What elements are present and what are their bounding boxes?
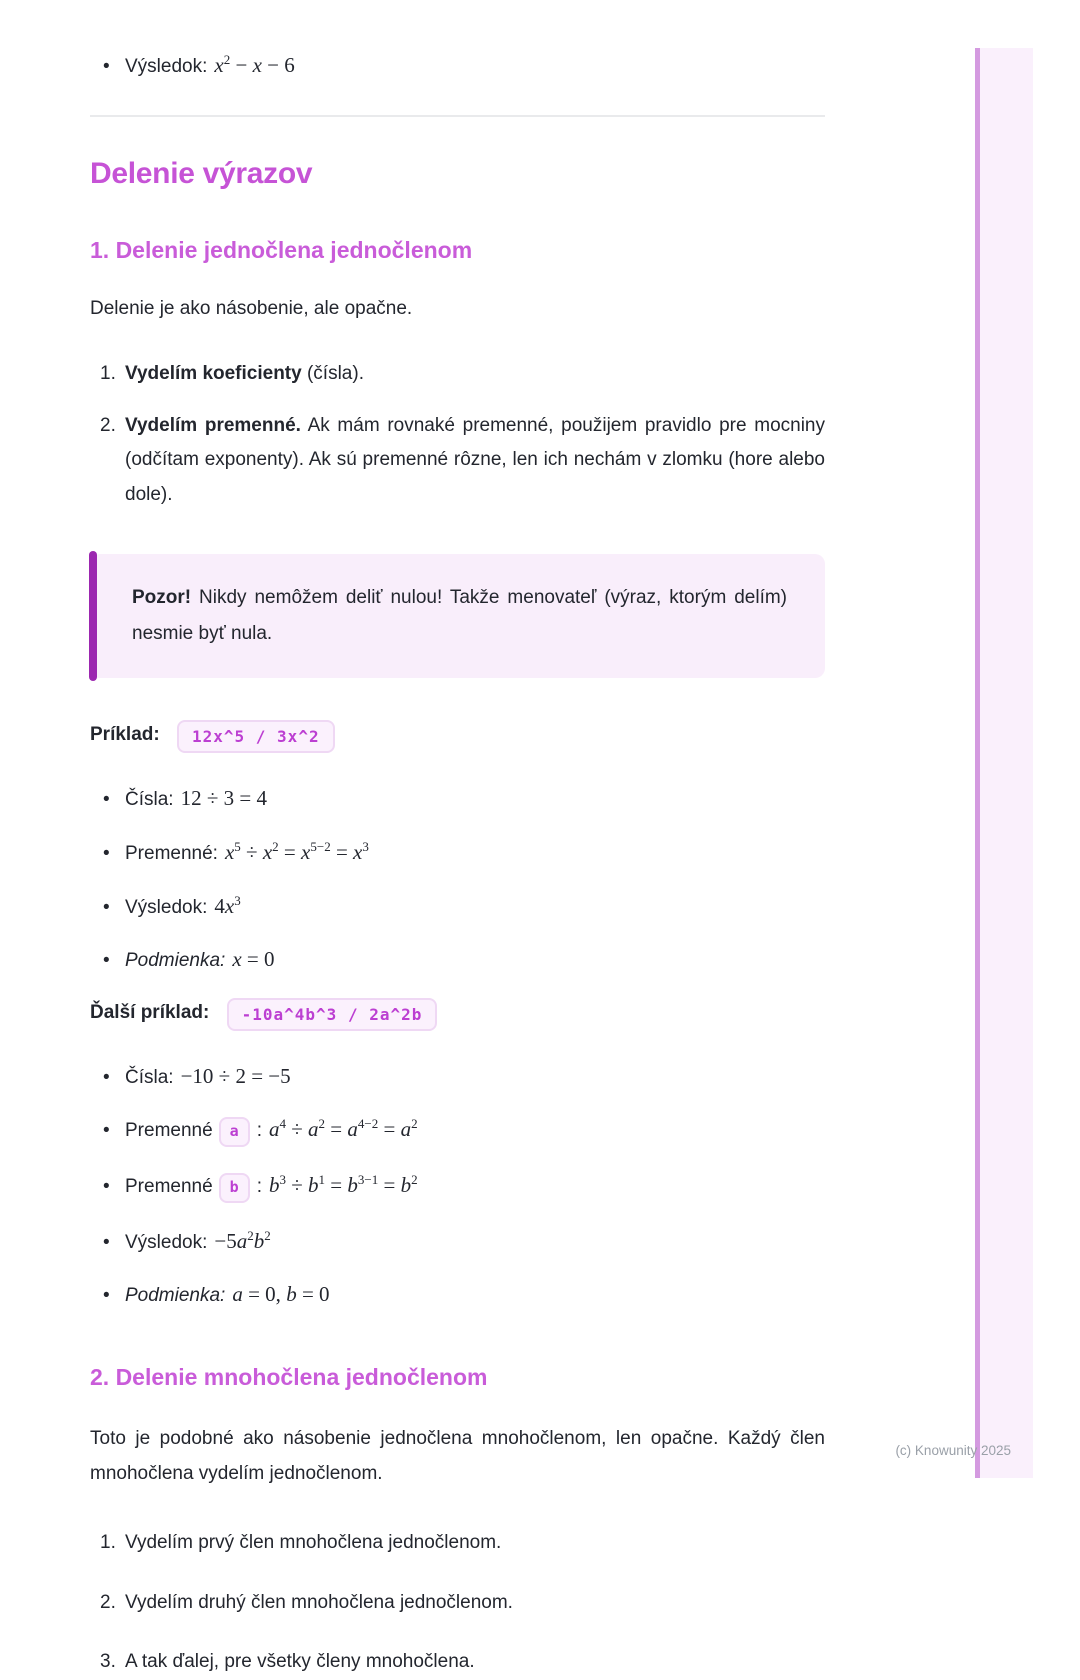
code-chip: 12x^5 / 3x^2 — [177, 720, 335, 753]
step-text — [125, 357, 825, 392]
list-item — [103, 891, 825, 922]
callout-body: Nikdy nemôžem deliť nulou! Takže menovateľ (výraz, ktorým delím) nesmie byť nula. — [132, 587, 787, 645]
callout-text — [132, 580, 787, 652]
variable-chip: a — [219, 1117, 250, 1147]
separator: : — [256, 1120, 262, 1142]
example-label: Príklad: — [90, 724, 160, 746]
example-1-row — [90, 720, 825, 753]
step-number: 1. — [100, 362, 116, 384]
example-label: Ďalší príklad: — [90, 1001, 210, 1023]
step-text — [125, 409, 825, 513]
step-number: 1. — [100, 1532, 116, 1554]
item-label: • Podmienka: — [125, 1285, 226, 1307]
section-divider — [90, 115, 825, 117]
intro-paragraph: Delenie je ako násobenie, ale opačne. — [90, 297, 413, 319]
item-label: • Čísla: — [125, 789, 174, 811]
result-math: $x^2 - x - 6$ — [214, 52, 295, 77]
item-math: −10 ÷ 2 = −5 — [180, 1063, 291, 1088]
intro-paragraph-2: Toto je podobné ako násobenie jednočlena mnohočlenom, len opačne. Každý člen mnohočlena vydelím jednočlenom. — [90, 1427, 825, 1485]
item-math: 12 ÷ 3 = 4 — [180, 786, 267, 811]
step-number: 2. — [100, 1591, 116, 1613]
example-2-row — [90, 998, 825, 1031]
step-number: 3. — [100, 1651, 116, 1673]
list-item — [100, 1526, 825, 1561]
item-math: $4x^3$ — [214, 892, 241, 918]
list-item — [103, 944, 825, 975]
polynomial-steps-list — [90, 1526, 825, 1680]
callout-title: Pozor! — [132, 587, 192, 609]
list-item — [103, 1061, 825, 1092]
list-item — [103, 1114, 825, 1147]
step-rest-text: (čísla). — [301, 362, 364, 384]
variable-chip: b — [219, 1173, 250, 1203]
division-steps-list — [90, 357, 825, 512]
list-item — [103, 50, 825, 81]
item-label: • Čísla: — [125, 1066, 174, 1088]
item-math: $a^4 \div a^2 = a^{4-2} = a^2$ — [268, 1116, 418, 1142]
list-item — [103, 1170, 825, 1203]
item-label: • Premenné — [125, 1175, 213, 1197]
example-2-list — [90, 1061, 825, 1310]
step-text: Vydelím druhý člen mnohočlena jednočlenom. — [125, 1591, 513, 1613]
item-label: • Premenné — [125, 1120, 213, 1142]
result-label: • Výsledok: — [125, 56, 208, 77]
step-text: A tak ďalej, pre všetky členy mnohočlena. — [125, 1651, 475, 1673]
previous-result-list — [90, 50, 825, 81]
example-1-list — [90, 783, 825, 974]
warning-callout — [90, 554, 825, 678]
step-rest-text: Ak mám rovnaké premenné, použijem pravidlo pre mocniny (odčítam exponenty). Ak sú premenné rôzne, len ich nechám v zlomku (hore alebo dole). — [125, 414, 825, 505]
step-text: Vydelím prvý člen mnohočlena jednočlenom. — [125, 1532, 502, 1554]
list-item — [103, 837, 825, 868]
item-label: • Výsledok: — [125, 1231, 208, 1253]
list-item — [100, 357, 825, 392]
item-math: x = 0 — [232, 947, 275, 972]
subsection-title-2: 2. Delenie mnohočlena jednočlenom — [90, 1363, 488, 1390]
step-bold-text: Vydelím koeficienty — [125, 362, 302, 384]
item-math: a = 0, b = 0 — [232, 1282, 330, 1307]
item-math: $-5a^2b^2$ — [214, 1227, 271, 1253]
separator: : — [256, 1175, 262, 1197]
list-item — [103, 783, 825, 814]
item-math: $x^5 \div x^2 = x^{5-2} = x^3$ — [224, 838, 369, 864]
subsection-title-1: 1. Delenie jednočlena jednočlenom — [90, 236, 473, 263]
item-label: • Podmienka: — [125, 950, 226, 972]
code-chip: -10a^4b^3 / 2a^2b — [227, 998, 438, 1031]
step-number: 2. — [100, 414, 116, 436]
step-bold-text: Vydelím premenné. — [125, 414, 301, 436]
list-item — [100, 409, 825, 513]
list-item — [103, 1226, 825, 1257]
list-item — [100, 1645, 825, 1680]
list-item — [103, 1279, 825, 1310]
callout-accent-bar — [89, 551, 97, 681]
item-label: • Výsledok: — [125, 896, 208, 918]
copyright-notice: (c) Knowunity 2025 — [895, 1443, 1011, 1458]
item-math: $b^3 \div b^1 = b^{3-1} = b^2$ — [268, 1171, 418, 1197]
item-label: • Premenné: — [125, 842, 218, 864]
page-title: Delenie výrazov — [90, 156, 313, 190]
list-item — [100, 1586, 825, 1621]
